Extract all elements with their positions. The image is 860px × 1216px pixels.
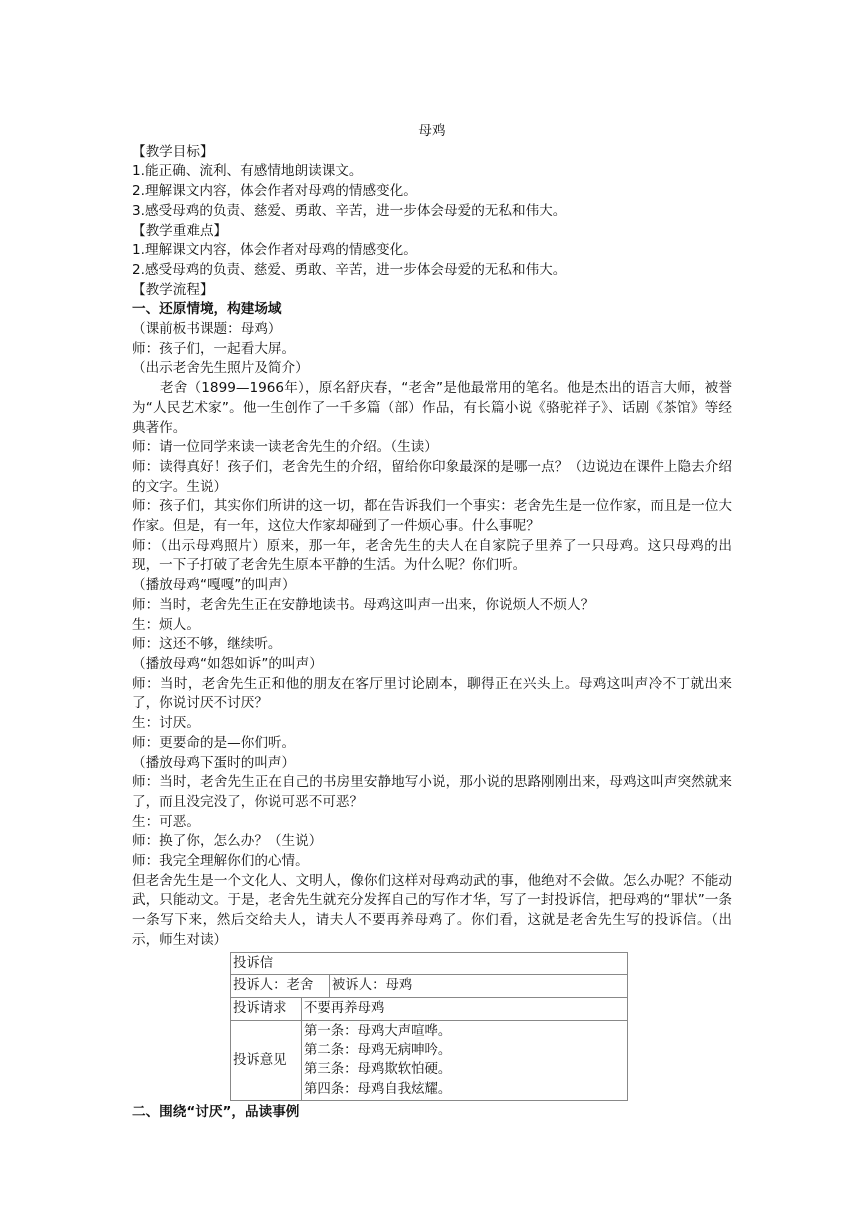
complainant-cell: 投诉人：老舍 — [231, 974, 330, 997]
opinion-label-cell: 投诉意见 — [231, 1020, 302, 1101]
goal-item: 2.理解课文内容，体会作者对母鸡的情感变化。 — [132, 183, 417, 200]
dialogue-line: 但老舍先生是一个文化人、文明人，像你们这样对母鸡动武的事，他绝对不会做。怎么办呢？不能动武，只能动文。于是，老舍先生就充分发挥自己的写作才华，写了一封投诉信，把母鸡的“罪状”一条一条写下来，然后交给夫人，请夫人不要再养母鸡了。你们看，这就是老舍先生写的投诉信。（出示，师生对读） — [132, 872, 732, 948]
key-item: 1.理解课文内容，体会作者对母鸡的情感变化。 — [132, 242, 417, 259]
intro-paragraph: 老舍（1899—1966年），原名舒庆春，“老舍”是他最常用的笔名。他是杰出的语言大师，被誉为“人民艺术家”。他一生创作了一千多篇（部）作品，有长篇小说《骆驼祥子》、话剧《茶馆》等经典著作。 — [132, 380, 732, 436]
dialogue-line: 师：孩子们，其实你们所讲的这一切，都在告诉我们一个事实：老舍先生是一位作家，而且是一位大作家。但是，有一年，这位大作家却碰到了一件烦心事。什么事呢？ — [132, 498, 732, 535]
dialogue-line: 生：讨厌。 — [132, 715, 200, 732]
text-line: （课前板书课题：母鸡） — [132, 321, 282, 338]
opinion-list-cell — [302, 1020, 628, 1101]
section-heading: 一、还原情境，构建场域 — [132, 301, 282, 318]
dialogue-line: 师：更要命的是—你们听。 — [132, 734, 296, 751]
opinion-item: 第一条：母鸡大声喧哗。 — [304, 1023, 452, 1039]
table-header: 投诉信 — [231, 952, 628, 974]
dialogue-line: 师：这还不够，继续听。 — [132, 636, 282, 653]
dialogue-line: （播放母鸡“嘎嘎”的叫声） — [132, 577, 296, 594]
key-heading: 【教学重难点】 — [132, 222, 228, 239]
opinion-item: 第三条：母鸡欺软怕硬。 — [304, 1062, 452, 1078]
respondent-cell: 被诉人：母鸡 — [329, 974, 627, 997]
request-value-cell: 不要再养母鸡 — [302, 997, 628, 1020]
dialogue-line: 生：可恶。 — [132, 813, 200, 830]
document-page — [132, 122, 732, 1123]
dialogue-line: 师：请一位同学来读一读老舍先生的介绍。（生读） — [132, 439, 438, 456]
dialogue-line: 师：当时，老舍先生正在安静地读书。母鸡这叫声一出来，你说烦人不烦人？ — [132, 596, 595, 613]
dialogue-line: （播放母鸡下蛋时的叫声） — [132, 754, 296, 771]
dialogue-line: 师：换了你，怎么办？（生说） — [132, 833, 323, 850]
section-heading: 二、围绕“讨厌”，品读事例 — [132, 1104, 300, 1121]
text-line: 师：孩子们，一起看大屏。 — [132, 340, 296, 357]
request-label-cell: 投诉请求 — [231, 997, 302, 1020]
text-line: （出示老舍先生照片及简介） — [132, 360, 309, 377]
dialogue-line: （播放母鸡“如怨如诉”的叫声） — [132, 655, 323, 672]
opinion-item: 第二条：母鸡无病呻吟。 — [304, 1042, 452, 1058]
opinion-item: 第四条：母鸡自我炫耀。 — [304, 1081, 452, 1097]
dialogue-line: 师：我完全理解你们的心情。 — [132, 853, 309, 870]
dialogue-line: 师：当时，老舍先生正和他的朋友在客厅里讨论剧本，聊得正在兴头上。母鸡这叫声冷不丁就出来了，你说讨厌不讨厌？ — [132, 675, 732, 712]
flow-heading: 【教学流程】 — [132, 281, 214, 298]
key-item: 2.感受母鸡的负责、慈爱、勇敢、辛苦，进一步体会母爱的无私和伟大。 — [132, 261, 567, 278]
goal-item: 3.感受母鸡的负责、慈爱、勇敢、辛苦，进一步体会母爱的无私和伟大。 — [132, 202, 567, 219]
dialogue-line: 生：烦人。 — [132, 616, 200, 633]
page-title: 母鸡 — [418, 123, 446, 139]
dialogue-line: 师：（出示母鸡照片）原来，那一年，老舍先生的夫人在自家院子里养了一只母鸡。这只母鸡的出现，一下子打破了老舍先生原本平静的生活。为什么呢？你们听。 — [132, 537, 732, 574]
goals-heading: 【教学目标】 — [132, 143, 214, 160]
goal-item: 1.能正确、流利、有感情地朗读课文。 — [132, 163, 363, 180]
complaint-letter-table — [230, 952, 628, 1102]
dialogue-line: 师：当时，老舍先生正在自己的书房里安静地写小说，那小说的思路刚刚出来，母鸡这叫声突然就来了，而且没完没了，你说可恶不可恶？ — [132, 774, 732, 810]
dialogue-line: 师：读得真好！孩子们，老舍先生的介绍，留给你印象最深的是哪一点？（边说边在课件上隐去介绍的文字。生说） — [132, 458, 732, 495]
